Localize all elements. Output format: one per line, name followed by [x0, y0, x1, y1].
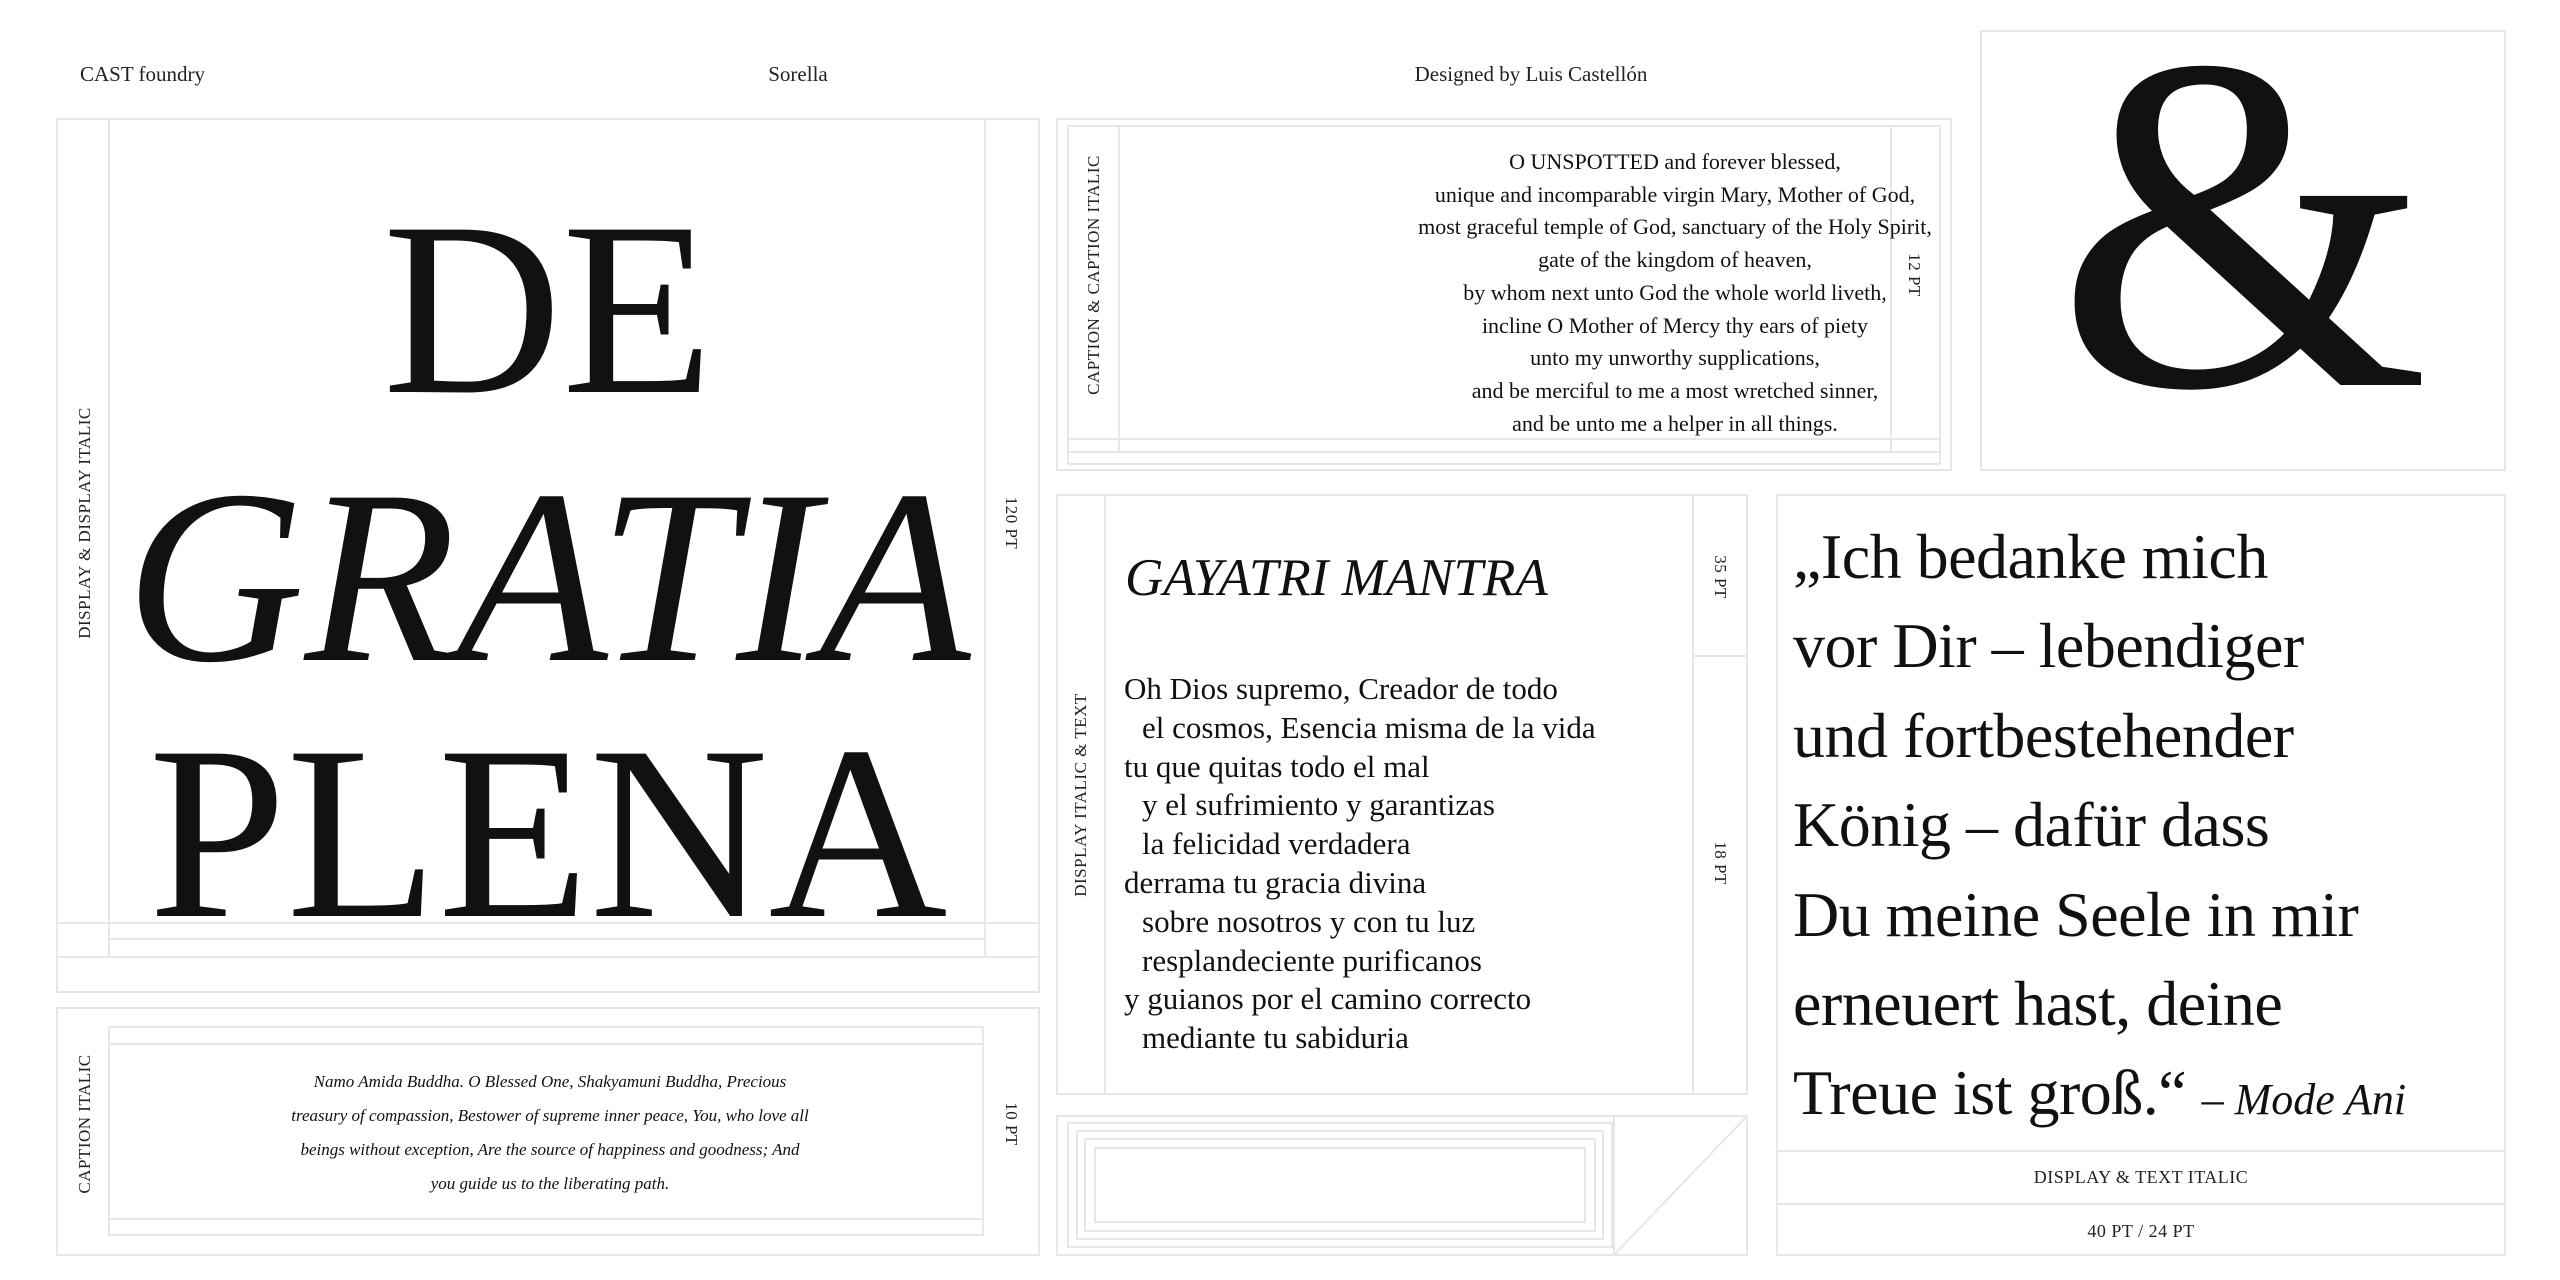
display-word-de: DE: [382, 171, 714, 446]
mantra-line: el cosmos, Esencia misma de la vida: [1142, 709, 1596, 745]
mantra-line: derrama tu gracia divina: [1124, 864, 1427, 900]
mantra-line: Oh Dios supremo, Creador de todo: [1124, 671, 1558, 706]
poem-line: by whom next unto God the whole world liveth,: [1463, 279, 1887, 305]
display-style-label: DISPLAY & DISPLAY ITALIC: [75, 407, 94, 639]
typeface-name: Sorella: [768, 62, 828, 86]
german-line: erneuert hast, deine: [1793, 968, 2283, 1040]
german-attribution: – Mode Ani: [2201, 1075, 2407, 1125]
poem-line: unique and incomparable virgin Mary, Mother of God,: [1434, 181, 1916, 207]
buddha-size-label: 10 PT: [1002, 1102, 1021, 1146]
german-line: König – dafür dass: [1793, 789, 2270, 861]
mantra-style-label: DISPLAY ITALIC & TEXT: [1071, 693, 1090, 897]
mantra-title-size-label: 35 PT: [1711, 555, 1730, 599]
mantra-title: GAYATRI MANTRA: [1125, 549, 1548, 607]
mantra-line: sobre nosotros y con tu luz: [1142, 903, 1476, 939]
display-word-gratia: GRATIA: [125, 439, 971, 714]
caption-style-label: CAPTION & CAPTION ITALIC: [1084, 155, 1103, 395]
buddha-text: [190, 1065, 910, 1201]
german-style-label: DISPLAY & TEXT ITALIC: [2033, 1167, 2249, 1187]
poem-line: gate of the kingdom of heaven,: [1538, 247, 1812, 273]
mantra-line: mediante tu sabiduria: [1142, 1020, 1409, 1056]
display-word-plena: PLENA: [148, 695, 948, 970]
german-last-line: Treue ist groß.“: [1793, 1057, 2187, 1129]
buddha-line: you guide us to the liberating path.: [430, 1174, 670, 1193]
poem-line: incline O Mother of Mercy thy ears of piety: [1481, 312, 1869, 338]
german-line: „Ich bedanke mich: [1793, 521, 2268, 592]
german-text: [1793, 512, 2406, 1145]
german-line: vor Dir – lebendiger: [1793, 610, 2304, 682]
mantra-text-size-label: 18 PT: [1711, 841, 1730, 885]
diagonal-line: [1613, 1115, 1748, 1256]
mantra-line: tu que quitas todo el mal: [1124, 748, 1430, 784]
mantra-line: y guianos por el camino correcto: [1124, 981, 1532, 1017]
german-line: [1793, 1048, 2406, 1144]
mantra-line: la felicidad verdadera: [1142, 826, 1411, 862]
mantra-line: y el sufrimiento y garantizas: [1142, 787, 1495, 823]
buddha-line: Namo Amida Buddha. O Blessed One, Shakyamuni Buddha, Precious: [313, 1072, 787, 1091]
buddha-line: beings without exception, Are the source of happiness and goodness; And: [300, 1140, 800, 1159]
poem-line: O UNSPOTTED and forever blessed,: [1509, 149, 1841, 174]
designer-credit: Designed by Luis Castellón: [1414, 62, 1648, 86]
caption-size-label: 12 PT: [1905, 253, 1924, 297]
buddha-line: treasury of compassion, Bestower of supreme inner peace, You, who love all: [291, 1106, 809, 1125]
poem-line: and be unto me a helper in all things.: [1512, 410, 1838, 436]
mantra-text: [1124, 670, 1596, 1058]
german-line: Du meine Seele in mir: [1793, 878, 2359, 950]
german-size-label: 40 PT / 24 PT: [2087, 1221, 2195, 1241]
display-size-label: 120 PT: [1002, 496, 1021, 550]
foundry-name: CAST foundry: [80, 62, 206, 86]
german-line: und fortbestehender: [1793, 699, 2294, 771]
poem-line: and be merciful to me a most wretched sinner,: [1471, 377, 1879, 403]
mantra-line: resplandeciente purificanos: [1142, 942, 1482, 978]
poem-line: most graceful temple of God, sanctuary of the Holy Spirit,: [1418, 214, 1932, 240]
ampersand-glyph: &: [2056, 0, 2430, 489]
poem-line: unto my unworthy supplications,: [1530, 345, 1820, 371]
buddha-style-label: CAPTION ITALIC: [75, 1054, 94, 1194]
